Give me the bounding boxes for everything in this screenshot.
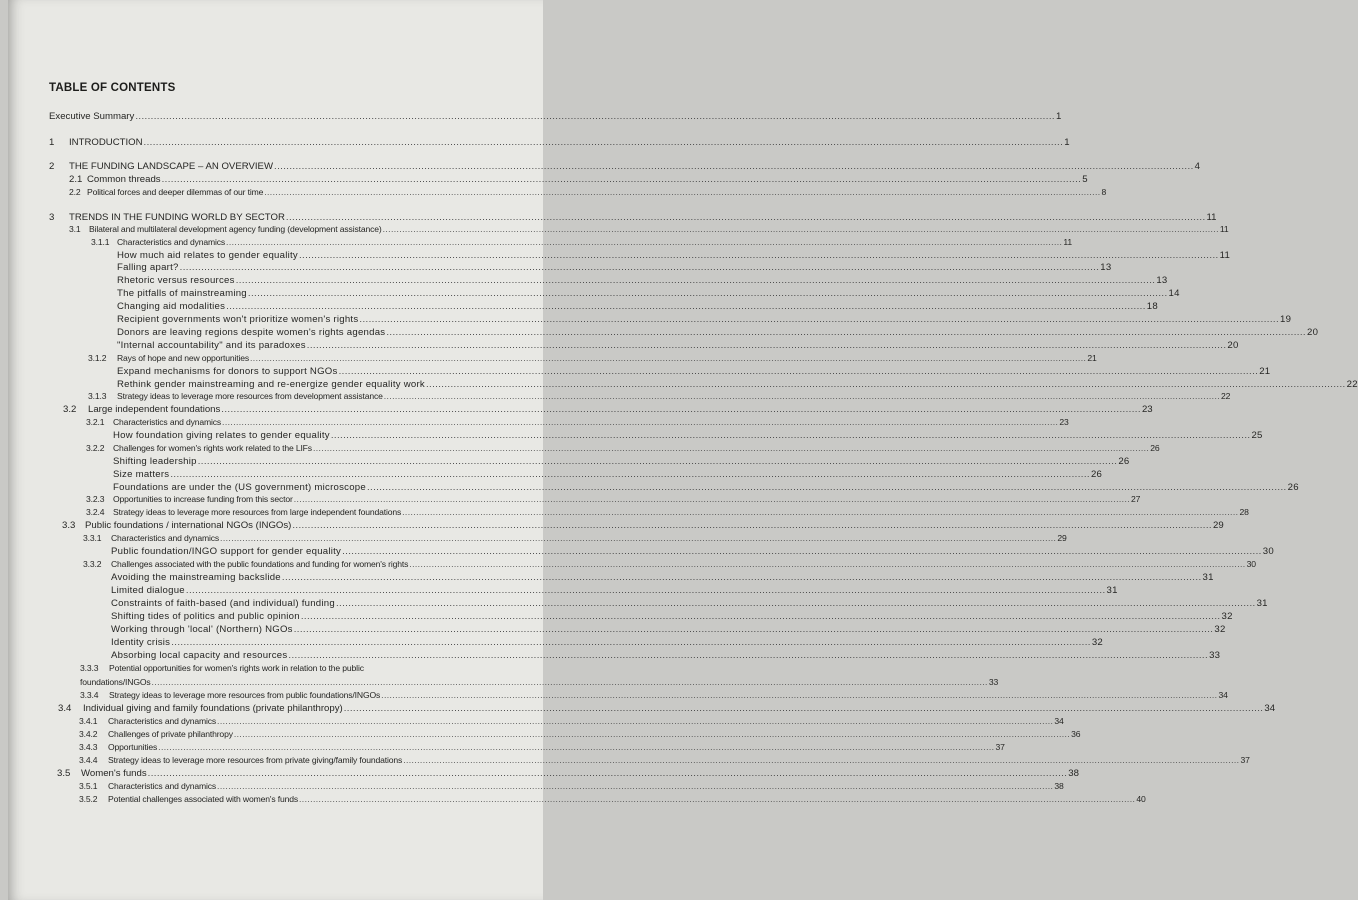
- toc-entry: [111, 637, 1104, 648]
- toc-entry-page: 18: [1146, 301, 1158, 312]
- toc-entry: [86, 494, 1141, 505]
- toc-entry: [80, 690, 1228, 701]
- dot-leader: ............................................................................................................................................................................................................................................................................................................: [402, 507, 1239, 517]
- toc-title: TABLE OF CONTENTS: [49, 82, 176, 94]
- toc-entry-number: 3.3.1: [83, 533, 102, 543]
- toc-entry-page: 8: [1101, 187, 1107, 197]
- toc-entry-number: 3.1.3: [88, 391, 107, 401]
- toc-entry-title: Shifting leadership: [113, 456, 197, 467]
- toc-entry-title: Common threads: [87, 174, 161, 185]
- toc-entry-page: 34: [1264, 703, 1276, 714]
- toc-entry-title: Changing aid modalities: [117, 301, 226, 312]
- toc-entry-title: Women's funds: [81, 768, 147, 779]
- toc-entry: [117, 366, 1271, 377]
- toc-entry-number: 3.1.2: [88, 353, 107, 363]
- dot-leader: ............................................................................................................................................................................................................................................................................................................: [171, 637, 1091, 648]
- toc-entry: [88, 391, 1231, 402]
- toc-entry-page: 11: [1219, 250, 1231, 261]
- dot-leader: ............................................................................................................................................................................................................................................................................................................: [288, 650, 1209, 661]
- dot-leader: ............................................................................................................................................................................................................................................................................................................: [292, 520, 1212, 531]
- document-page: [8, 0, 1358, 900]
- toc-entry-title: Rethink gender mainstreaming and re-energize gender equality work: [117, 379, 425, 390]
- toc-entry-page: 40: [1136, 794, 1146, 804]
- toc-entry: [79, 742, 1005, 753]
- dot-leader: ............................................................................................................................................................................................................................................................................................................: [135, 111, 1055, 122]
- toc-entry: [111, 585, 1118, 596]
- toc-entry-title: Opportunities to increase funding from this sector: [113, 494, 293, 504]
- toc-entry: [49, 137, 1070, 148]
- toc-entry-page: 11: [1219, 224, 1229, 234]
- toc-entry-title: Size matters: [113, 469, 170, 480]
- toc-entry-number: 3.2.3: [86, 494, 105, 504]
- toc-entry-page: 19: [1280, 314, 1292, 325]
- dot-leader: ............................................................................................................................................................................................................................................................................................................: [298, 250, 1219, 261]
- toc-entry-title: THE FUNDING LANDSCAPE – AN OVERVIEW: [69, 161, 273, 172]
- toc-entry-title: Limited dialogue: [111, 585, 185, 596]
- toc-entry: [113, 482, 1299, 493]
- toc-entry-title: Opportunities: [108, 742, 158, 752]
- toc-entry-number: 3.4.2: [79, 729, 98, 739]
- toc-entry-title: Avoiding the mainstreaming backslide: [111, 572, 281, 583]
- dot-leader: ............................................................................................................................................................................................................................................................................................................: [161, 174, 1082, 185]
- dot-leader: ............................................................................................................................................................................................................................................................................................................: [147, 768, 1068, 779]
- toc-entry: [111, 624, 1226, 635]
- dot-leader: ............................................................................................................................................................................................................................................................................................................: [381, 690, 1218, 700]
- toc-entry: [113, 430, 1263, 441]
- toc-entry: [117, 262, 1112, 273]
- toc-entry: [57, 768, 1079, 779]
- toc-entry: [62, 520, 1224, 531]
- toc-entry: [111, 598, 1268, 609]
- toc-entry: [111, 572, 1214, 583]
- toc-entry-title: Characteristics and dynamics: [113, 417, 222, 427]
- toc-entry-title: Characteristics and dynamics: [108, 716, 217, 726]
- toc-entry-number: 3.3: [62, 520, 76, 531]
- toc-entry: [91, 237, 1072, 248]
- toc-entry-title: Falling apart?: [117, 262, 179, 273]
- toc-entry: [80, 663, 511, 674]
- toc-entry: [79, 794, 1146, 805]
- toc-entry-title: Absorbing local capacity and resources: [111, 650, 288, 661]
- toc-entry-page: 29: [1213, 520, 1224, 531]
- toc-entry-number: 3.5.1: [79, 781, 98, 791]
- toc-entry: [117, 340, 1239, 351]
- dot-leader: ............................................................................................................................................................................................................................................................................................................: [299, 794, 1136, 804]
- toc-entry-number: 3.2.2: [86, 443, 105, 453]
- dot-leader: ............................................................................................................................................................................................................................................................................................................: [312, 443, 1150, 453]
- dot-leader: ............................................................................................................................................................................................................................................................................................................: [306, 340, 1227, 351]
- toc-entry: [49, 212, 1217, 223]
- toc-entry-title: Working through 'local' (Northern) NGOs: [111, 624, 293, 635]
- dot-leader: ............................................................................................................................................................................................................................................................................................................: [300, 611, 1221, 622]
- toc-entry-number: 3.3.2: [83, 559, 102, 569]
- toc-entry-title: Potential opportunities for women's rights work in relation to the public: [109, 663, 364, 673]
- dot-leader: ............................................................................................................................................................................................................................................................................................................: [170, 469, 1090, 480]
- dot-leader: ............................................................................................................................................................................................................................................................................................................: [179, 262, 1100, 273]
- toc-entry-page: 26: [1090, 469, 1103, 480]
- toc-entry-page: 37: [995, 742, 1005, 752]
- toc-entry: [83, 533, 1067, 544]
- toc-entry-title: Strategy ideas to leverage more resources from public foundations/INGOs: [109, 690, 381, 700]
- dot-leader: ............................................................................................................................................................................................................................................................................................................: [403, 755, 1240, 765]
- toc-entry: [88, 353, 1097, 364]
- toc-entry-title: Challenges associated with the public foundations and funding for women's rights: [111, 559, 409, 569]
- toc-entry: [111, 546, 1274, 557]
- toc-entry: [117, 288, 1180, 299]
- dot-leader: ............................................................................................................................................................................................................................................................................................................: [330, 430, 1251, 441]
- toc-entry-title: Public foundation/INGO support for gender equality: [111, 546, 342, 557]
- dot-leader: ............................................................................................................................................................................................................................................................................................................: [338, 366, 1259, 377]
- dot-leader: ............................................................................................................................................................................................................................................................................................................: [343, 703, 1264, 714]
- dot-leader: ............................................................................................................................................................................................................................................................................................................: [264, 187, 1101, 197]
- toc-entry: [117, 250, 1231, 261]
- dot-leader: ............................................................................................................................................................................................................................................................................................................: [235, 275, 1156, 286]
- toc-entry: [79, 781, 1064, 792]
- toc-entry-title: How foundation giving relates to gender equality: [113, 430, 330, 441]
- toc-entry-title: Potential challenges associated with women's funds: [108, 794, 299, 804]
- toc-entry-title: Rhetoric versus resources: [117, 275, 235, 286]
- toc-entry-title: Large independent foundations: [88, 404, 221, 415]
- toc-entry: [86, 443, 1160, 454]
- toc-entry-title: TRENDS IN THE FUNDING WORLD BY SECTOR: [69, 212, 285, 223]
- dot-leader: ............................................................................................................................................................................................................................................................................................................: [221, 404, 1141, 415]
- toc-entry-page: 25: [1251, 430, 1263, 441]
- toc-entry-page: 26: [1150, 443, 1160, 453]
- toc-entry-number: 3.3.3: [80, 663, 99, 673]
- toc-entry: [86, 417, 1069, 428]
- dot-leader: ............................................................................................................................................................................................................................................................................................................: [383, 391, 1221, 401]
- toc-entry-number: 3.4.4: [79, 755, 98, 765]
- toc-entry-page: 32: [1091, 637, 1104, 648]
- toc-entry-number: 2: [49, 161, 55, 172]
- toc-entry-number: 3.2: [63, 404, 77, 415]
- toc-entry-title: Characteristics and dynamics: [111, 533, 220, 543]
- toc-entry-title: "Internal accountability" and its paradoxes: [117, 340, 306, 351]
- dot-leader: ............................................................................................................................................................................................................................................................................................................: [342, 546, 1262, 557]
- toc-entry-title: Constraints of faith-based (and individual) funding: [111, 598, 335, 609]
- toc-entry-page: 22: [1221, 391, 1231, 401]
- toc-entry-page: 31: [1106, 585, 1118, 596]
- dot-leader: ............................................................................................................................................................................................................................................................................................................: [250, 353, 1087, 363]
- toc-entry-page: 23: [1141, 404, 1153, 415]
- dot-leader: ............................................................................................................................................................................................................................................................................................................: [386, 327, 1306, 338]
- toc-entry: [117, 327, 1319, 338]
- toc-entry-title: Strategy ideas to leverage more resources from large independent foundations: [113, 507, 402, 517]
- toc-entry: [83, 559, 1256, 570]
- toc-entry-title: Recipient governments won't prioritize women's rights: [117, 314, 359, 325]
- dot-leader: ............................................................................................................................................................................................................................................................................................................: [359, 314, 1280, 325]
- toc-entry-page: 30: [1246, 559, 1256, 569]
- dot-leader: ............................................................................................................................................................................................................................................................................................................: [151, 677, 988, 687]
- toc-entry-title: Strategy ideas to leverage more resources from development assistance: [117, 391, 383, 401]
- toc-entry-title: Political forces and deeper dilemmas of our time: [87, 187, 264, 197]
- toc-entry-page: 31: [1202, 572, 1214, 583]
- toc-entry-page: 13: [1100, 262, 1112, 273]
- toc-entry-title: Shifting tides of politics and public opinion: [111, 611, 300, 622]
- toc-entry-page: 29: [1057, 533, 1067, 543]
- toc-entry-title: Public foundations / international NGOs (INGOs): [85, 520, 292, 531]
- toc-entry-page: 14: [1168, 288, 1180, 299]
- toc-entry-page: 26: [1118, 456, 1130, 467]
- toc-entry-title: Challenges of private philanthropy: [108, 729, 233, 739]
- toc-entry: [79, 716, 1064, 727]
- toc-entry-title: The pitfalls of mainstreaming: [117, 288, 247, 299]
- toc-entry-page: 20: [1306, 327, 1319, 338]
- toc-entry-title: Bilateral and multilateral development agency funding (development assistance): [89, 224, 382, 234]
- toc-entry-title: Individual giving and family foundations (private philanthropy): [83, 703, 343, 714]
- toc-entry-title: Rays of hope and new opportunities: [117, 353, 250, 363]
- toc-entry-title: Foundations are under the (US government) microscope: [113, 482, 366, 493]
- toc-entry-title: How much aid relates to gender equality: [117, 250, 298, 261]
- toc-entry-page: 1: [1064, 137, 1070, 148]
- toc-entry-number: 2.1: [69, 174, 83, 185]
- toc-entry: [117, 301, 1158, 312]
- dot-leader: ............................................................................................................................................................................................................................................................................................................: [158, 742, 995, 752]
- toc-entry: [69, 187, 1107, 198]
- dot-leader: ............................................................................................................................................................................................................................................................................................................: [382, 224, 1219, 234]
- toc-entry-number: 3.1.1: [91, 237, 110, 247]
- dot-leader: ............................................................................................................................................................................................................................................................................................................: [220, 533, 1057, 543]
- dot-leader: ............................................................................................................................................................................................................................................................................................................: [217, 716, 1054, 726]
- toc-entry-page: 1: [1055, 111, 1062, 122]
- toc-entry: [111, 650, 1221, 661]
- toc-entry-title: INTRODUCTION: [69, 137, 143, 148]
- toc-entry-number: 3.3.4: [80, 690, 99, 700]
- toc-entry-title: Strategy ideas to leverage more resources from private giving/family foundations: [108, 755, 403, 765]
- toc-entry-number: 2.2: [69, 187, 81, 197]
- toc-entry: [111, 611, 1233, 622]
- toc-entry-page: 28: [1239, 507, 1249, 517]
- dot-leader: ............................................................................................................................................................................................................................................................................................................: [143, 137, 1064, 148]
- toc-entry-number: 3.5.2: [79, 794, 98, 804]
- toc-entry-number: 3.4: [58, 703, 72, 714]
- toc-entry-page: 36: [1071, 729, 1081, 739]
- dot-leader: ............................................................................................................................................................................................................................................................................................................: [247, 288, 1168, 299]
- toc-entry-page: 13: [1156, 275, 1168, 286]
- toc-entry-page: 32: [1214, 624, 1226, 635]
- dot-leader: ............................................................................................................................................................................................................................................................................................................: [274, 161, 1194, 172]
- toc-entry-page: 38: [1068, 768, 1079, 779]
- toc-entry-title: Executive Summary: [49, 111, 135, 122]
- dot-leader: ............................................................................................................................................................................................................................................................................................................: [217, 781, 1054, 791]
- toc-entry: [117, 275, 1168, 286]
- toc-entry-page: 38: [1054, 781, 1064, 791]
- toc-entry-number: 3.2.4: [86, 507, 105, 517]
- dot-leader: ............................................................................................................................................................................................................................................................................................................: [222, 417, 1059, 427]
- dot-leader: ............................................................................................................................................................................................................................................................................................................: [366, 482, 1287, 493]
- toc-entry-title: Characteristics and dynamics: [108, 781, 217, 791]
- toc-entry-page: 20: [1227, 340, 1239, 351]
- toc-entry-number: 3: [49, 212, 55, 223]
- dot-leader: ............................................................................................................................................................................................................................................................................................................: [335, 598, 1256, 609]
- toc-entry: [117, 379, 1358, 390]
- toc-entry-page: 4: [1194, 161, 1200, 172]
- toc-entry-page: 33: [1209, 650, 1221, 661]
- toc-entry-page: 5: [1082, 174, 1088, 185]
- dot-leader: ............................................................................................................................................................................................................................................................................................................: [197, 456, 1118, 467]
- toc-entry-page: 26: [1287, 482, 1299, 493]
- toc-entry-title: Donors are leaving regions despite women's rights agendas: [117, 327, 386, 338]
- toc-entry-page: 33: [988, 677, 999, 687]
- dot-leader: ............................................................................................................................................................................................................................................................................................................: [293, 494, 1131, 504]
- toc-entry-number: 3.5: [57, 768, 71, 779]
- toc-entry: [63, 404, 1153, 415]
- toc-entry-title: foundations/INGOs: [80, 677, 151, 687]
- toc-entry-page: 22: [1346, 379, 1358, 390]
- dot-leader: ............................................................................................................................................................................................................................................................................................................: [425, 379, 1346, 390]
- toc-entry: [49, 111, 1062, 122]
- toc-entry-page: 11: [1063, 237, 1072, 247]
- toc-entry-page: 21: [1087, 353, 1097, 363]
- dot-leader: ............................................................................................................................................................................................................................................................................................................: [285, 212, 1206, 223]
- toc-entry: [49, 161, 1200, 172]
- toc-entry: [79, 755, 1250, 766]
- toc-entry-page: 37: [1240, 755, 1250, 765]
- toc-entry: [80, 677, 999, 688]
- toc-entry: [113, 469, 1103, 480]
- toc-entry: [79, 729, 1081, 740]
- toc-entry: [86, 507, 1249, 518]
- toc-entry: [58, 703, 1276, 714]
- toc-entry: [113, 456, 1130, 467]
- toc-entry-page: 27: [1131, 494, 1141, 504]
- dot-leader: ............................................................................................................................................................................................................................................................................................................: [185, 585, 1106, 596]
- toc-entry-number: 3.1: [69, 224, 81, 234]
- toc-entry-page: 31: [1256, 598, 1268, 609]
- dot-leader: ............................................................................................................................................................................................................................................................................................................: [226, 301, 1146, 312]
- toc-entry-title: Characteristics and dynamics: [117, 237, 226, 247]
- dot-leader: ............................................................................................................................................................................................................................................................................................................: [293, 624, 1214, 635]
- toc-entry-title: Challenges for women's rights work related to the LIFs: [113, 443, 312, 453]
- toc-entry-page: 34: [1054, 716, 1064, 726]
- toc-entry-page: 11: [1206, 212, 1217, 223]
- dot-leader: ............................................................................................................................................................................................................................................................................................................: [226, 237, 1063, 247]
- toc-entry-number: 3.4.3: [79, 742, 98, 752]
- toc-entry-page: 34: [1218, 690, 1228, 700]
- toc-entry: [69, 174, 1088, 185]
- toc-entry-number: 1: [49, 137, 55, 148]
- dot-leader: ............................................................................................................................................................................................................................................................................................................: [409, 559, 1246, 569]
- toc-entry-number: 3.4.1: [79, 716, 98, 726]
- toc-entry-title: Expand mechanisms for donors to support NGOs: [117, 366, 338, 377]
- toc-entry-page: 21: [1259, 366, 1271, 377]
- toc-entry: [117, 314, 1292, 325]
- toc-entry: [69, 224, 1229, 235]
- dot-leader: ............................................................................................................................................................................................................................................................................................................: [281, 572, 1202, 583]
- toc-entry-page: 32: [1221, 611, 1233, 622]
- dot-leader: ............................................................................................................................................................................................................................................................................................................: [233, 729, 1071, 739]
- toc-entry-page: 23: [1059, 417, 1069, 427]
- toc-entry-title: Identity crisis: [111, 637, 171, 648]
- toc-entry-page: 30: [1262, 546, 1274, 557]
- toc-entry-number: 3.2.1: [86, 417, 105, 427]
